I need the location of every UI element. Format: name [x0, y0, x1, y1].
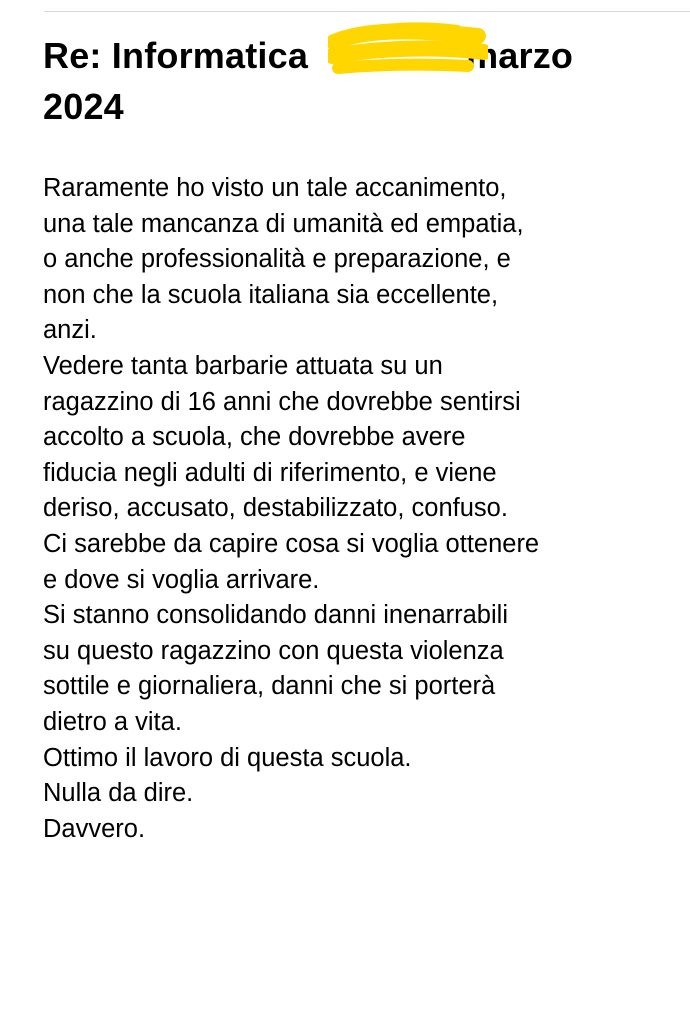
email-body-line: Nulla da dire. — [43, 779, 194, 808]
email-body-line: fiducia negli adulti di riferimento, e viene — [43, 458, 497, 487]
email-body-line: una tale mancanza di umanità ed empatia, — [43, 209, 524, 238]
email-body-line: Ottimo il lavoro di questa scuola. — [43, 743, 412, 772]
email-body-line: non che la scuola italiana sia eccellente, — [43, 280, 499, 309]
email-body-line: e dove si voglia arrivare. — [43, 565, 320, 594]
email-subject — [43, 30, 663, 132]
email-body-line: o anche professionalità e preparazione, e — [43, 245, 511, 274]
email-body — [43, 171, 683, 847]
email-body-line: anzi. — [43, 316, 97, 345]
email-body-line: Ci sarebbe da capire cosa si voglia ottenere — [43, 529, 540, 558]
email-body-line: deriso, accusato, destabilizzato, confuso. — [43, 494, 508, 523]
email-body-line: Si stanno consolidando danni inenarrabili — [43, 601, 508, 630]
email-body-line: accolto a scuola, che dovrebbe avere — [43, 423, 466, 452]
email-body-line: sottile e giornaliera, danni che si porterà — [43, 672, 496, 701]
email-body-line: dietro a vita. — [43, 707, 182, 736]
header-divider — [44, 11, 690, 12]
email-subject-prefix: Re: Informatica — [43, 35, 309, 76]
email-subject-year: 2024 — [43, 86, 124, 127]
email-subject-suffix: marzo — [466, 35, 574, 76]
email-body-line: Vedere tanta barbarie attuata su un — [43, 351, 443, 380]
email-body-line: ragazzino di 16 anni che dovrebbe sentirsi — [43, 387, 521, 416]
email-body-line: su questo ragazzino con questa violenza — [43, 636, 504, 665]
email-body-line: Davvero. — [43, 814, 146, 843]
email-body-line: Raramente ho visto un tale accanimento, — [43, 174, 507, 202]
